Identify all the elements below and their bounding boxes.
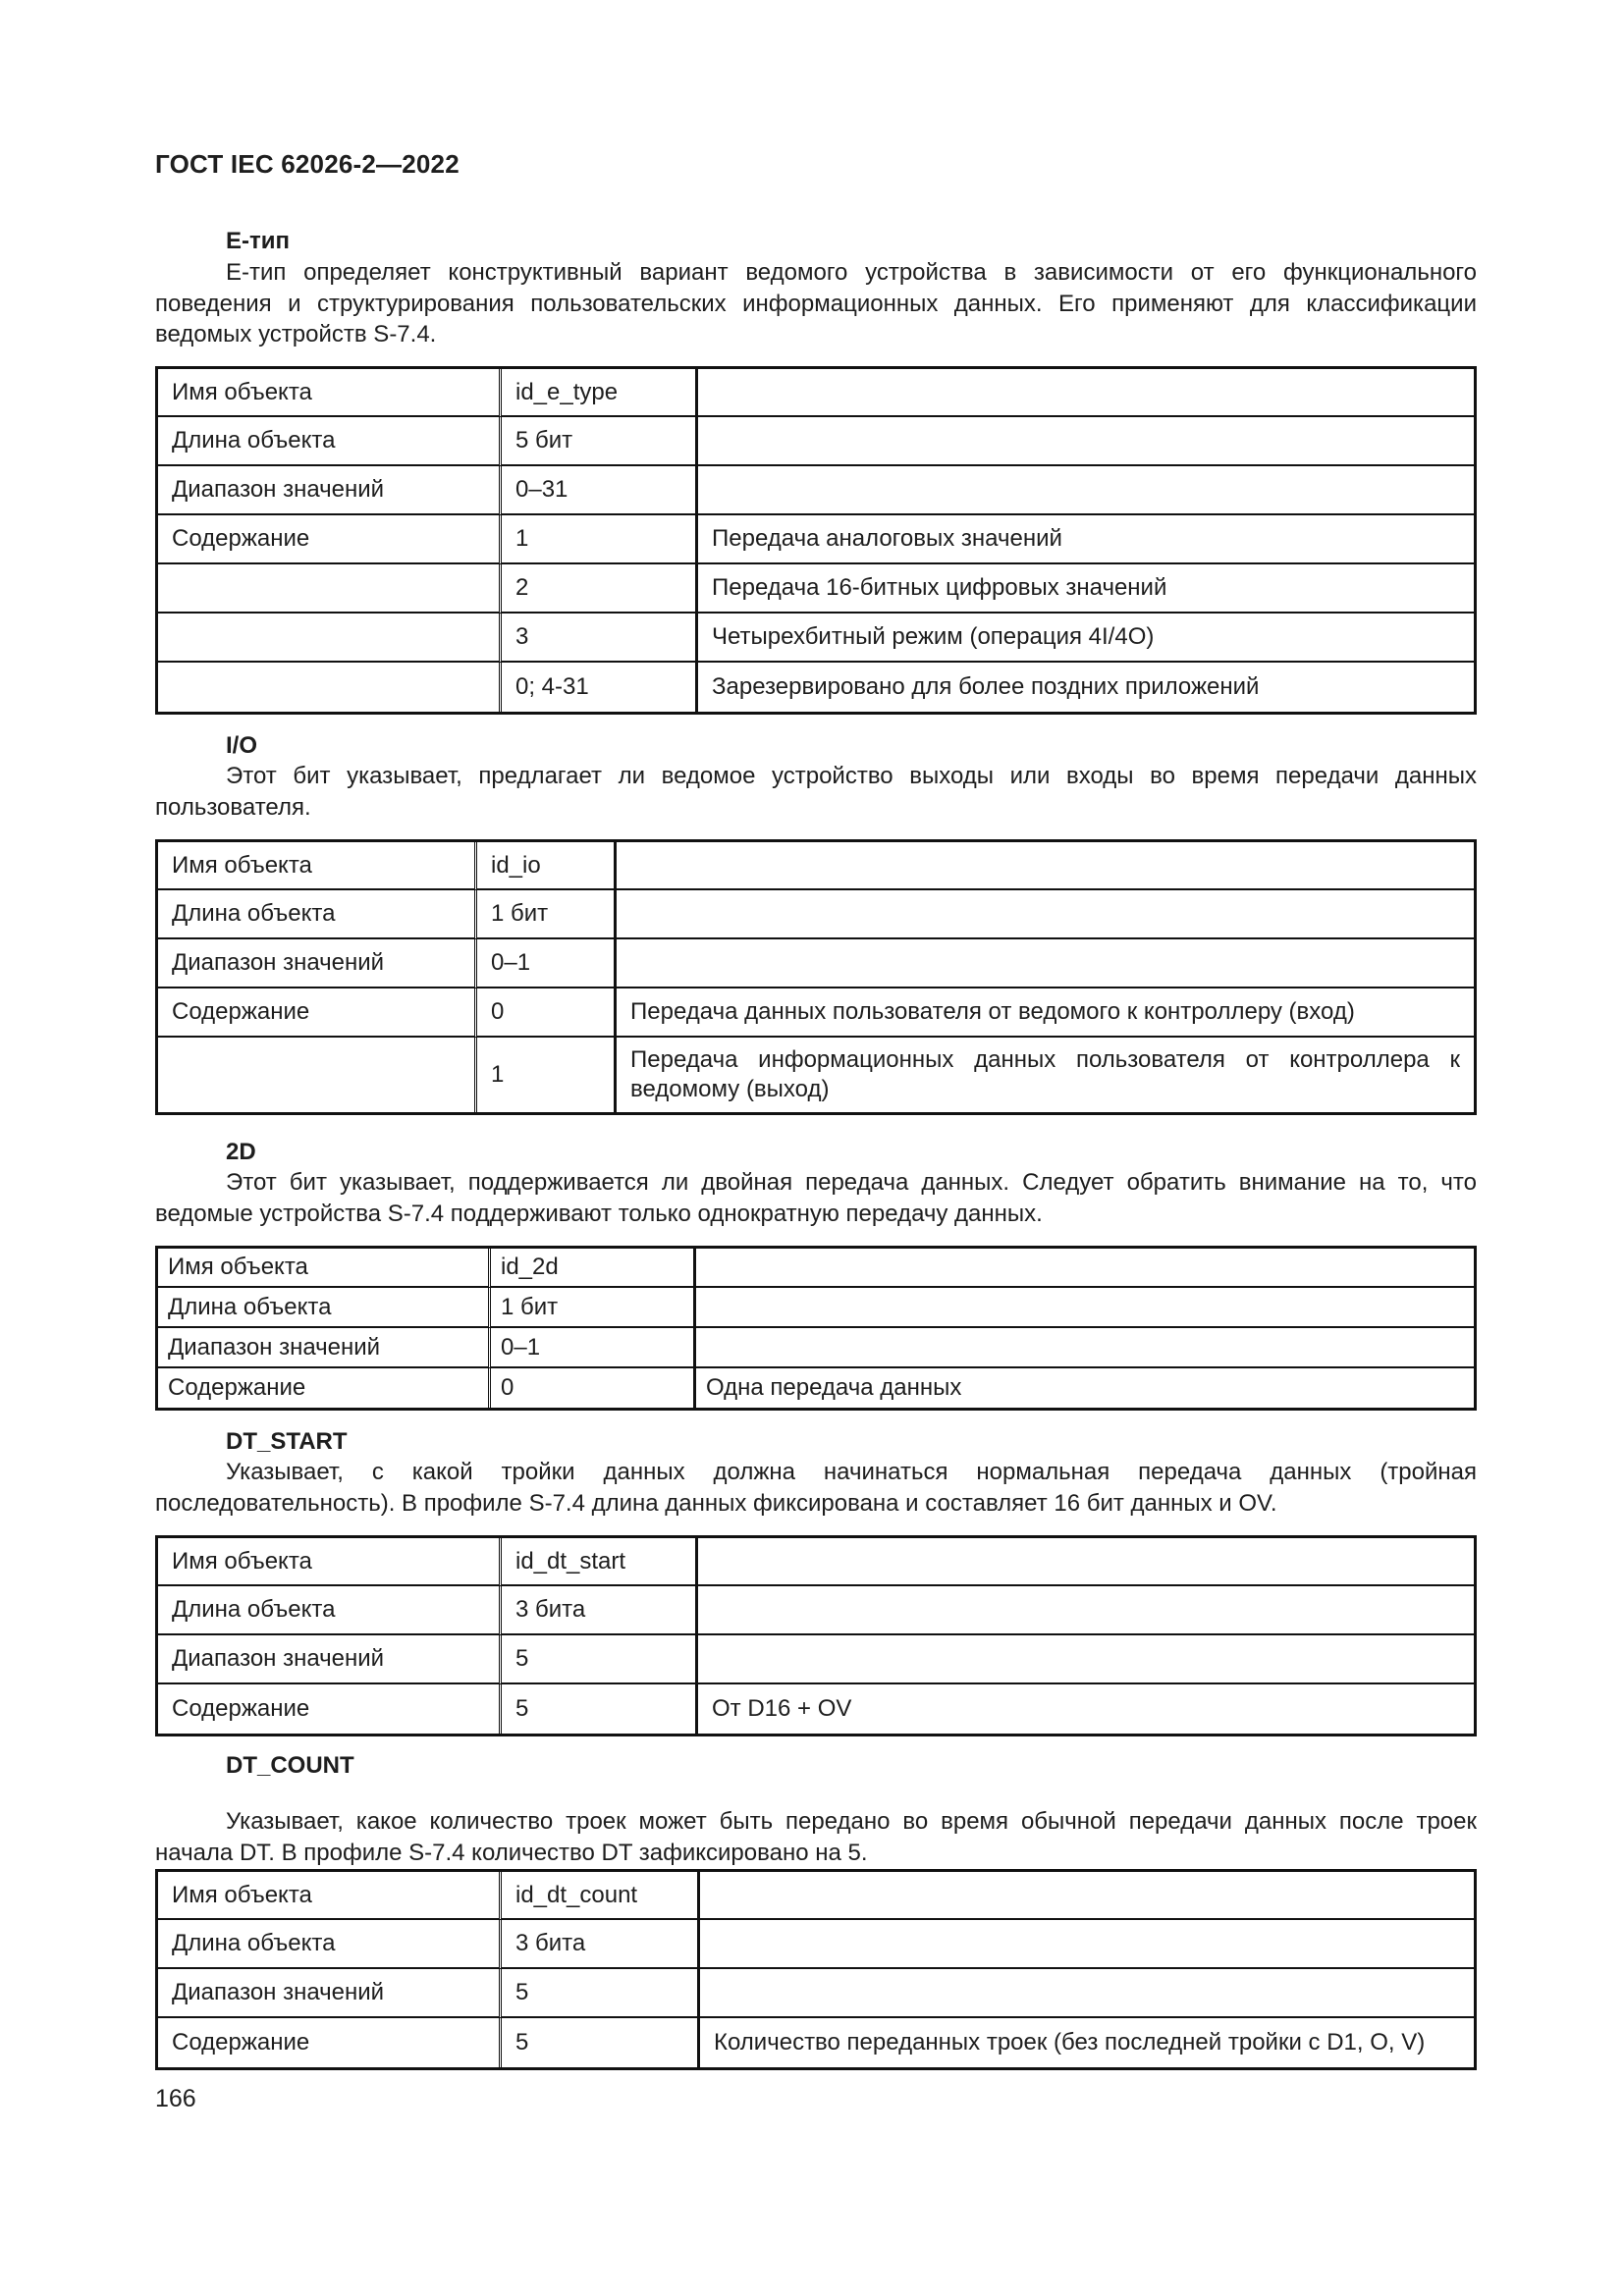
table-cell: 3 бита bbox=[502, 1920, 700, 1969]
table-cell: Передача 16-битных цифровых значений bbox=[698, 564, 1474, 614]
table-row bbox=[158, 369, 1474, 417]
table-cell: Имя объекта bbox=[158, 1538, 502, 1586]
table-cell: Длина объекта bbox=[158, 417, 502, 466]
table-cell: Длина объекта bbox=[158, 1920, 502, 1969]
table-cell bbox=[158, 564, 502, 614]
table-cell bbox=[698, 1538, 1474, 1586]
table-cell: 5 bbox=[502, 1969, 700, 2018]
table-cell: Содержание bbox=[158, 515, 502, 564]
table-cell bbox=[617, 939, 1474, 988]
table-cell: Зарезервировано для более поздних приложений bbox=[712, 673, 1260, 700]
table-cell: Содержание bbox=[158, 1368, 491, 1408]
table-row bbox=[158, 890, 1474, 939]
table-row bbox=[158, 988, 1474, 1038]
section-text-e-type: Е-тип определяет конструктивный вариант ведомого устройства в зависимости от его функционального поведения и структурирования пользовательских информационных данных. Его применяют для классификации ведомых устройств S-7.4. bbox=[155, 259, 1477, 347]
table-cell: 3 bbox=[502, 614, 698, 663]
table-cell: 2 bbox=[502, 564, 698, 614]
table-cell bbox=[698, 417, 1474, 466]
table-cell bbox=[696, 1288, 1474, 1328]
table-row bbox=[158, 417, 1474, 466]
table-row bbox=[158, 1249, 1474, 1288]
table-cell: id_io bbox=[477, 842, 617, 890]
table-cell: 5 бит bbox=[502, 417, 698, 466]
table-row bbox=[158, 1038, 1474, 1112]
table-cell bbox=[158, 663, 502, 712]
table-cell bbox=[700, 1969, 1474, 2018]
table-io bbox=[155, 839, 1477, 1115]
table-cell: Диапазон значений bbox=[158, 1969, 502, 2018]
table-cell: 3 бита bbox=[502, 1586, 698, 1635]
table-dt-start bbox=[155, 1535, 1477, 1736]
table-cell: 0 bbox=[477, 988, 617, 1038]
table-row bbox=[158, 939, 1474, 988]
table-row bbox=[158, 614, 1474, 663]
table-row bbox=[158, 1684, 1474, 1734]
table-cell: Диапазон значений bbox=[158, 939, 477, 988]
table-cell: 0; 4-31 bbox=[502, 663, 698, 712]
table-cell bbox=[696, 1328, 1474, 1368]
table-cell: id_2d bbox=[491, 1249, 696, 1288]
table-cell: Имя объекта bbox=[158, 1872, 502, 1920]
table-row bbox=[158, 1969, 1474, 2018]
table-row bbox=[158, 1538, 1474, 1586]
table-cell: id_dt_start bbox=[502, 1538, 698, 1586]
table-cell: Имя объекта bbox=[158, 1249, 491, 1288]
table-cell bbox=[698, 1586, 1474, 1635]
table-dt-count bbox=[155, 1869, 1477, 2070]
table-row bbox=[158, 1368, 1474, 1408]
table-cell: Имя объекта bbox=[158, 369, 502, 417]
table-2d bbox=[155, 1246, 1477, 1411]
section-text-io: Этот бит указывает, предлагает ли ведомое устройство выходы или входы во время передачи данных пользователя. bbox=[155, 763, 1477, 821]
table-cell bbox=[617, 842, 1474, 890]
table-cell bbox=[158, 1038, 477, 1112]
document-header: ГОСТ IEC 62026-2—2022 bbox=[155, 149, 460, 179]
section-text-dt-count: Указывает, какое количество троек может быть передано во время обычной передачи данных после троек начала DT. В профиле S-7.4 количество DT зафиксировано на 5. bbox=[155, 1808, 1477, 1866]
table-cell bbox=[617, 890, 1474, 939]
table-cell: Четырехбитный режим (операция 4I/4O) bbox=[698, 614, 1474, 663]
section-text-dt-start: Указывает, с какой тройки данных должна начинаться нормальная передача данных (тройная последовательность). В профиле S-7.4 длина данных фиксирована и составляет 16 бит данных и OV. bbox=[155, 1459, 1477, 1517]
table-cell: Длина объекта bbox=[158, 890, 477, 939]
table-cell: 1 bbox=[477, 1038, 617, 1112]
table-cell bbox=[696, 1249, 1474, 1288]
table-cell bbox=[158, 614, 502, 663]
table-row bbox=[158, 1328, 1474, 1368]
table-cell: Диапазон значений bbox=[158, 466, 502, 515]
table-cell: Содержание bbox=[158, 988, 477, 1038]
table-cell: id_e_type bbox=[502, 369, 698, 417]
table-row bbox=[158, 515, 1474, 564]
table-cell: id_dt_count bbox=[502, 1872, 700, 1920]
table-cell: Количество переданных троек (без последней тройки с D1, O, V) bbox=[714, 2029, 1426, 2056]
table-cell: Одна передача данных bbox=[706, 1374, 962, 1401]
table-cell: 0–31 bbox=[502, 466, 698, 515]
table-e-type bbox=[155, 366, 1477, 715]
table-cell: 5 bbox=[502, 1635, 698, 1684]
table-cell: Диапазон значений bbox=[158, 1328, 491, 1368]
table-cell: От D16 + OV bbox=[712, 1695, 852, 1722]
table-cell: Имя объекта bbox=[158, 842, 477, 890]
table-cell: Передача информационных данных пользователя от контроллера к ведомому (выход) bbox=[630, 1046, 1460, 1102]
table-cell bbox=[698, 1635, 1474, 1684]
table-row bbox=[158, 1920, 1474, 1969]
table-cell: 0 bbox=[491, 1368, 696, 1408]
table-cell: Передача аналоговых значений bbox=[698, 515, 1474, 564]
table-cell: Длина объекта bbox=[158, 1288, 491, 1328]
table-cell: Передача данных пользователя от ведомого к контроллеру (вход) bbox=[617, 988, 1474, 1038]
section-title-2d: 2D bbox=[226, 1139, 256, 1165]
table-row bbox=[158, 1586, 1474, 1635]
table-row bbox=[158, 1288, 1474, 1328]
section-title-dt-count: DT_COUNT bbox=[226, 1752, 354, 1779]
table-row bbox=[158, 842, 1474, 890]
table-cell: 0–1 bbox=[477, 939, 617, 988]
table-cell: 1 бит bbox=[491, 1288, 696, 1328]
table-cell: Диапазон значений bbox=[158, 1635, 502, 1684]
table-cell bbox=[698, 466, 1474, 515]
section-title-io: I/O bbox=[226, 732, 258, 759]
table-cell: 0–1 bbox=[491, 1328, 696, 1368]
table-row bbox=[158, 1635, 1474, 1684]
table-cell: 1 бит bbox=[477, 890, 617, 939]
table-row bbox=[158, 663, 1474, 712]
table-row bbox=[158, 1872, 1474, 1920]
table-row bbox=[158, 564, 1474, 614]
table-cell bbox=[700, 1920, 1474, 1969]
table-cell bbox=[698, 369, 1474, 417]
table-cell: Длина объекта bbox=[158, 1586, 502, 1635]
table-cell bbox=[700, 1872, 1474, 1920]
section-text-2d: Этот бит указывает, поддерживается ли двойная передача данных. Следует обратить внимание на то, что ведомые устройства S-7.4 поддерживают только однократную передачу данных. bbox=[155, 1169, 1477, 1227]
table-cell: 5 bbox=[502, 2018, 700, 2067]
table-cell: 1 bbox=[502, 515, 698, 564]
section-title-e-type: Е-тип bbox=[226, 228, 291, 254]
section-title-dt-start: DT_START bbox=[226, 1428, 348, 1455]
table-row bbox=[158, 466, 1474, 515]
table-row bbox=[158, 2018, 1474, 2067]
table-cell: Содержание bbox=[158, 2018, 502, 2067]
table-cell: 5 bbox=[502, 1684, 698, 1734]
page-number: 166 bbox=[155, 2085, 196, 2112]
table-cell: Содержание bbox=[158, 1684, 502, 1734]
